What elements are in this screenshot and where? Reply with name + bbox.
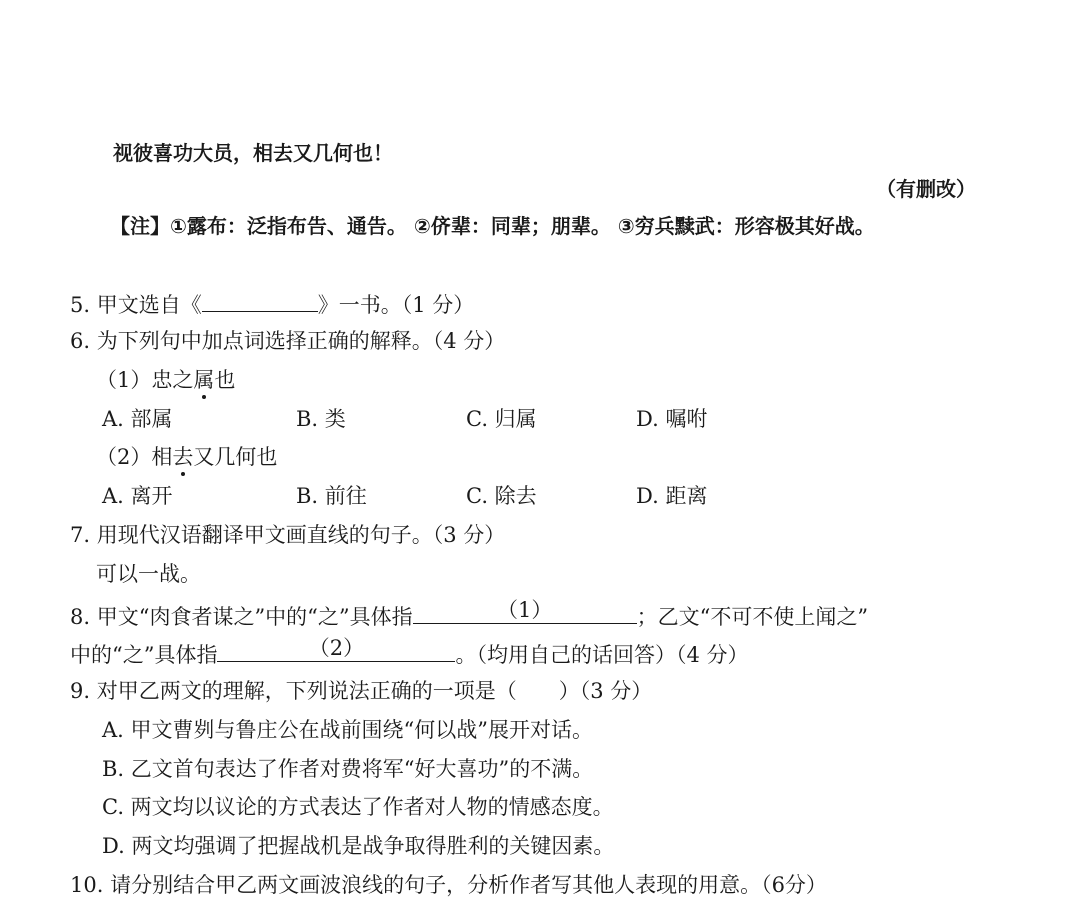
- q5-text-after: 》一书。（1 分）: [317, 293, 475, 317]
- q9-option-b[interactable]: B. 乙文首句表达了作者对费将军“好大喜功”的不满。: [102, 757, 594, 781]
- q6-sub2-option-c[interactable]: C. 除去: [466, 484, 537, 508]
- source-note: （有删改）: [876, 177, 976, 201]
- q9-option-d[interactable]: D. 两文均强调了把握战机是战争取得胜利的关键因素。: [102, 834, 615, 858]
- q6-sub2-post: 又几何也: [193, 445, 278, 469]
- question-7-sentence: 可以一战。: [96, 562, 201, 586]
- annotations-text: ①露布：泛指布告、通告。 ②侪辈：同辈；朋辈。 ③穷兵黩武：形容极其好战。: [170, 214, 875, 238]
- question-5: [70, 289, 474, 318]
- q6-sub1-option-b[interactable]: B. 类: [296, 407, 346, 431]
- q6-sub2-option-b[interactable]: B. 前往: [296, 484, 367, 508]
- question-6-sub2: [96, 444, 277, 470]
- question-6-sub1: [96, 367, 235, 393]
- q6-sub2-dotted-word: 去: [172, 445, 194, 469]
- question-8-line1: [70, 598, 869, 630]
- q8-blank-2[interactable]: [217, 636, 455, 662]
- q5-answer-blank[interactable]: [202, 289, 318, 312]
- q8-blank-2-label: （2）: [308, 636, 365, 660]
- q6-sub2-option-d[interactable]: D. 距离: [636, 484, 708, 508]
- q6-sub1-dotted-word: 属: [193, 368, 215, 392]
- q8-part4: 。（均用自己的话回答）（4 分）: [455, 643, 749, 667]
- q6-sub2-pre: （2）相: [96, 445, 173, 469]
- question-8-line2: [70, 636, 749, 668]
- q8-part2: ；乙文“不可不使上闻之”: [636, 605, 869, 629]
- passage-last-line: 视彼喜功大员，相去又几何也！: [113, 141, 393, 165]
- q6-sub1-pre: （1）忠之: [96, 368, 194, 392]
- q6-sub1-option-c[interactable]: C. 归属: [466, 407, 537, 431]
- q5-text-before: 5. 甲文选自《: [70, 293, 202, 317]
- question-7-stem: 7. 用现代汉语翻译甲文画直线的句子。（3 分）: [70, 523, 506, 547]
- q8-part1: 8. 甲文“肉食者谋之”中的“之”具体指: [70, 605, 413, 629]
- q8-blank-1[interactable]: [413, 598, 637, 624]
- q9-option-a[interactable]: A. 甲文曹刿与鲁庄公在战前围绕“何以战”展开对话。: [102, 718, 593, 742]
- q6-sub1-option-a[interactable]: A. 部属: [102, 407, 173, 431]
- question-6-stem: 6. 为下列句中加点词选择正确的解释。（4 分）: [70, 329, 506, 353]
- q6-sub1-post: 也: [214, 368, 236, 392]
- q8-blank-1-label: （1）: [496, 598, 553, 622]
- q6-sub1-option-d[interactable]: D. 嘱咐: [636, 407, 708, 431]
- question-10-stem: 10. 请分别结合甲乙两文画波浪线的句子，分析作者写其他人表现的用意。（6分）: [70, 873, 827, 897]
- annotations: [110, 213, 875, 239]
- q9-option-c[interactable]: C. 两文均以议论的方式表达了作者对人物的情感态度。: [102, 795, 614, 819]
- q6-sub2-option-a[interactable]: A. 离开: [102, 484, 173, 508]
- question-9-stem: 9. 对甲乙两文的理解，下列说法正确的一项是（ ）（3 分）: [70, 679, 653, 703]
- q8-part3: 中的“之”具体指: [70, 643, 218, 667]
- annotations-label: 【注】: [110, 214, 170, 238]
